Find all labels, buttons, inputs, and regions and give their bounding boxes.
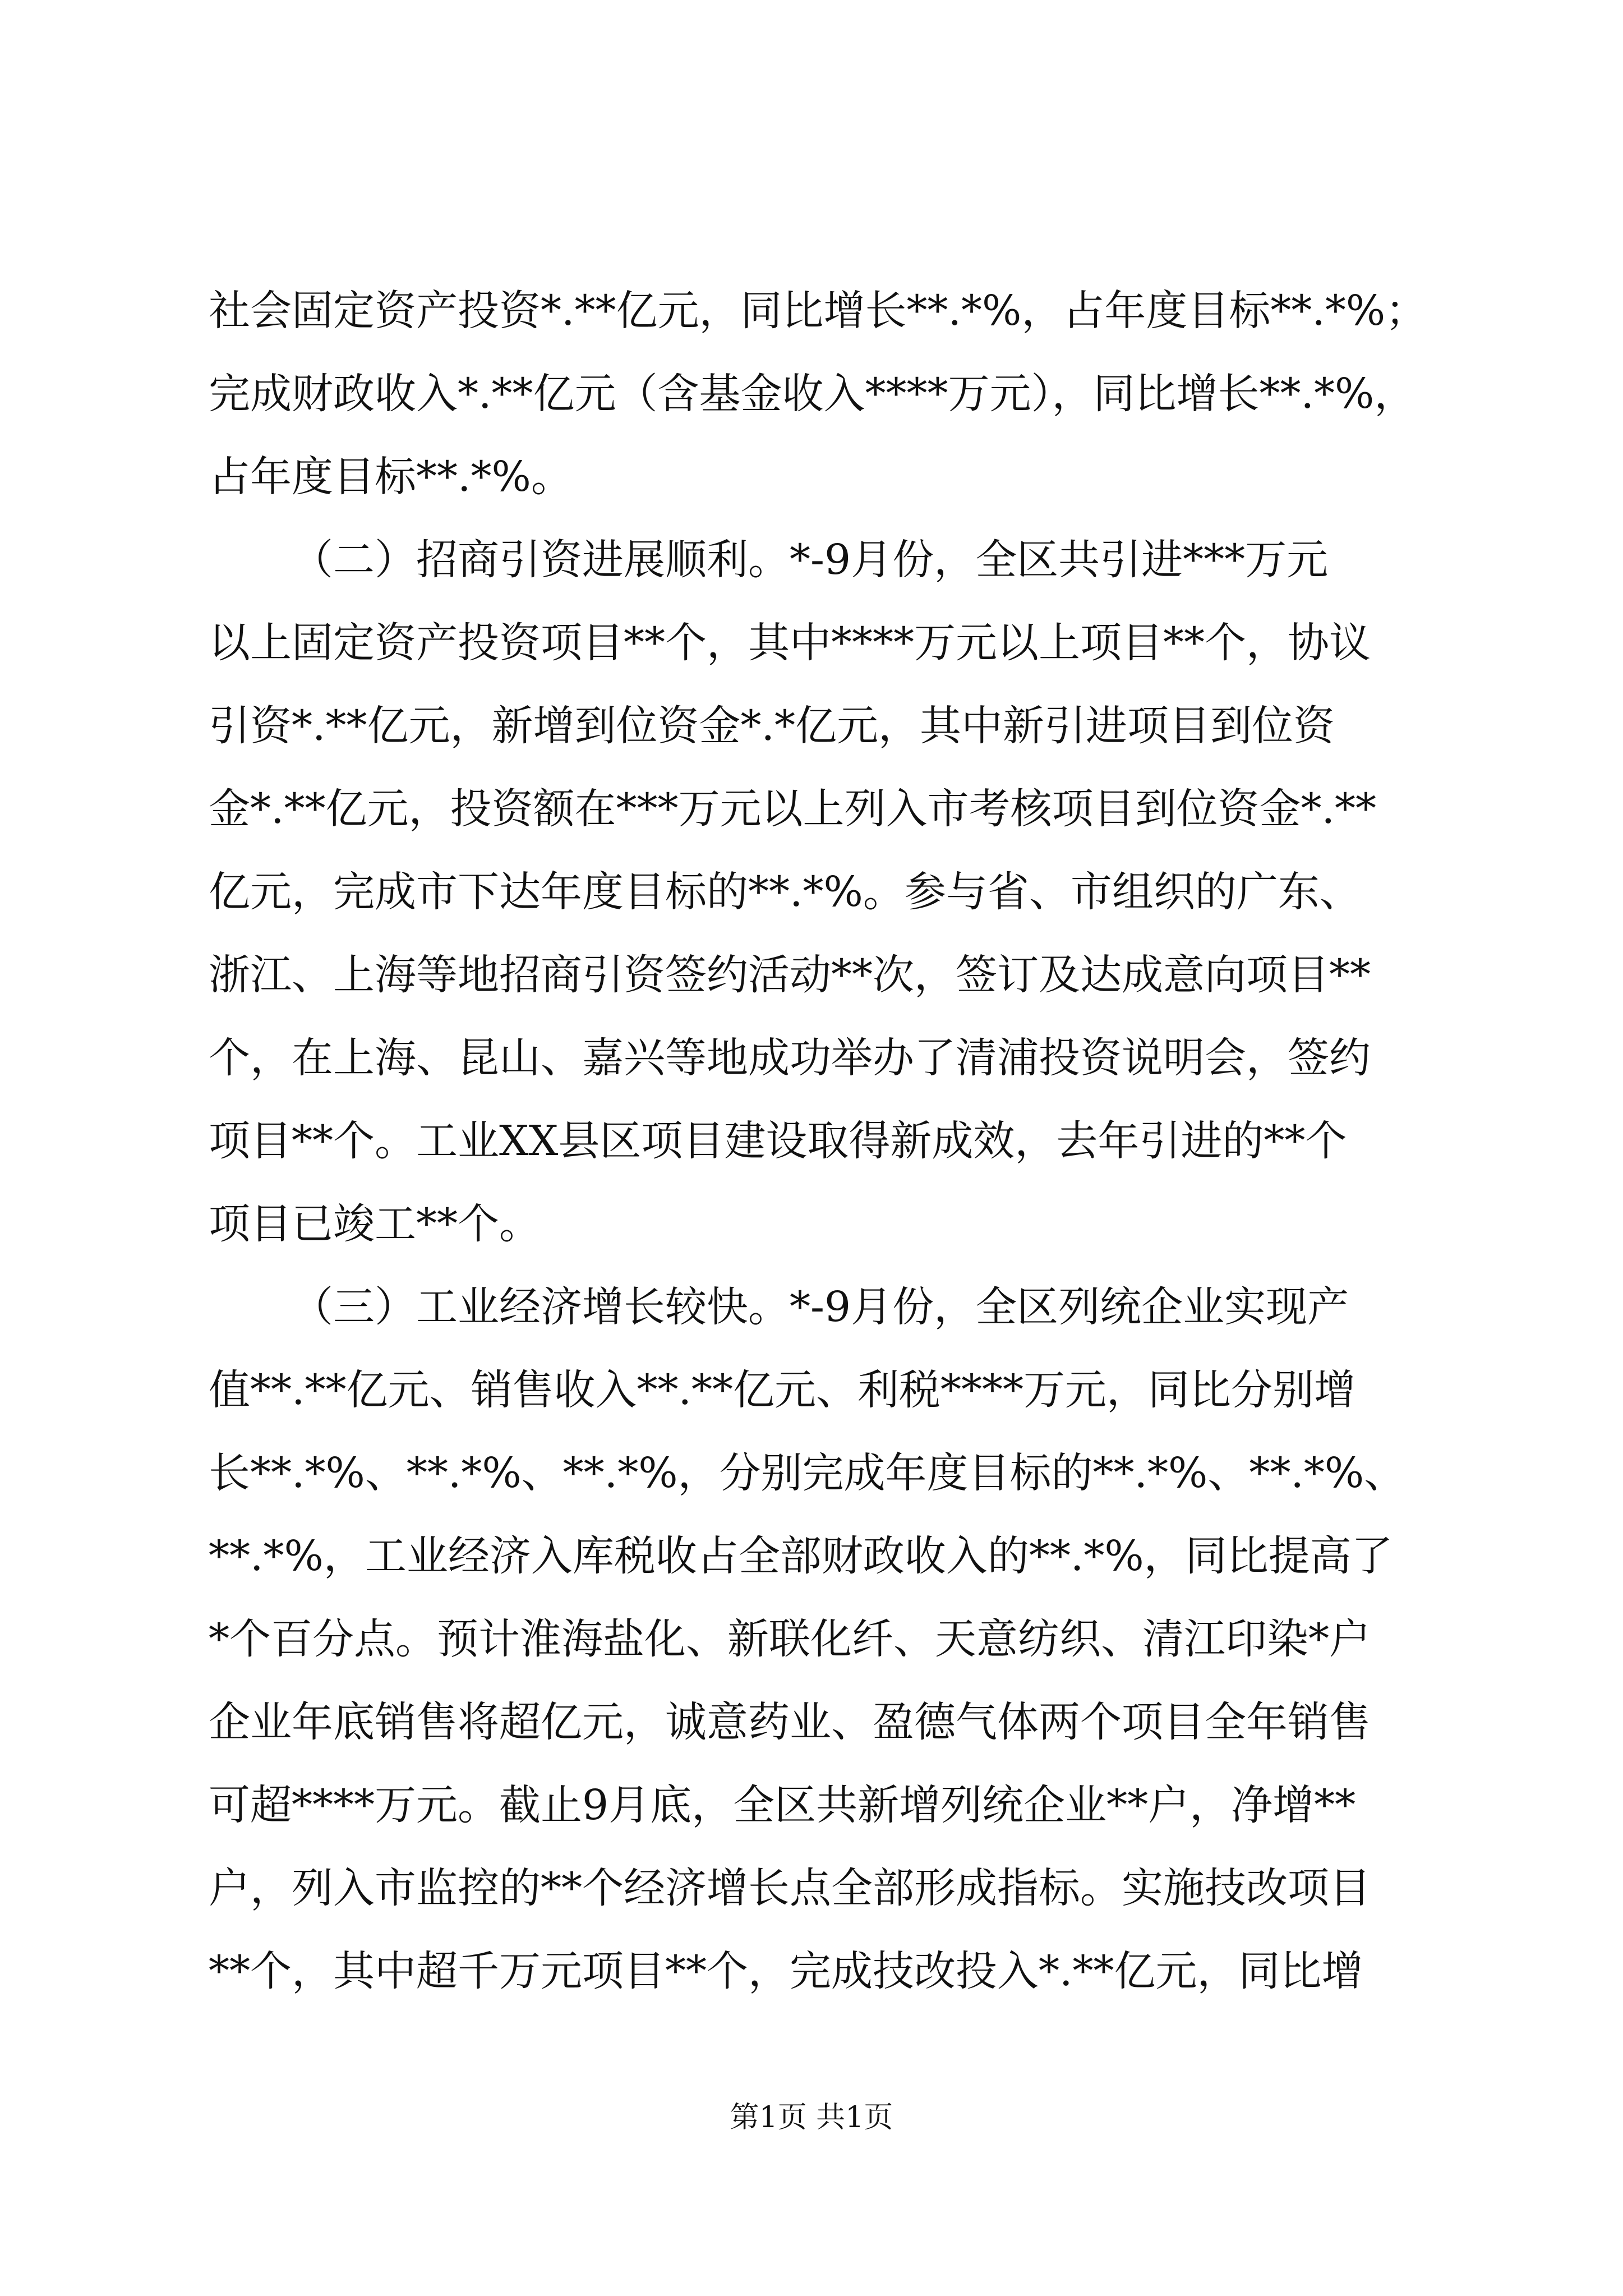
text-line: 完成财政收入*.**亿元（含基金收入****万元），同比增长**.*%， bbox=[209, 370, 1416, 418]
text-line: 占年度目标**.*%。 bbox=[209, 453, 573, 501]
text-line: 可超****万元。截止9月底，全区共新增列统企业**户，净增** bbox=[209, 1781, 1356, 1829]
text-line: （三）工业经济增长较快。*-9月份，全区列统企业实现产 bbox=[292, 1283, 1349, 1331]
text-line: 长**.*%、**.*%、**.*%，分别完成年度目标的**.*%、**.*%、 bbox=[209, 1449, 1406, 1497]
text-line: 个，在上海、昆山、嘉兴等地成功举办了清浦投资说明会，签约 bbox=[209, 1034, 1371, 1082]
paragraph bbox=[209, 269, 1427, 518]
text-line: **.*%，工业经济入库税收占全部财政收入的**.*%，同比提高了 bbox=[209, 1532, 1393, 1580]
page-footer bbox=[0, 2095, 1623, 2140]
text-line: 项目**个。工业XX县区项目建设取得新成效，去年引进的**个 bbox=[209, 1117, 1347, 1165]
text-line: 亿元，完成市下达年度目标的**.*%。参与省、市组织的广东、 bbox=[209, 868, 1361, 916]
text-line: 户，列入市监控的**个经济增长点全部形成指标。实施技改项目 bbox=[209, 1864, 1371, 1912]
text-line: 浙江、上海等地招商引资签约活动**次，签订及达成意向项目** bbox=[209, 951, 1371, 999]
paragraph bbox=[209, 518, 1420, 1266]
text-line: 社会固定资产投资*.**亿元，同比增长**.*%，占年度目标**.*%； bbox=[209, 287, 1427, 335]
text-line: 项目已竣工**个。 bbox=[209, 1200, 541, 1248]
text-line: **个，其中超千万元项目**个，完成技改投入*.**亿元，同比增 bbox=[209, 1947, 1363, 1995]
text-line: *个百分点。预计淮海盐化、新联化纤、天意纺织、清江印染*户 bbox=[209, 1615, 1371, 1663]
text-line: 值**.**亿元、销售收入**.**亿元、利税****万元，同比分别增 bbox=[209, 1366, 1356, 1414]
paragraph bbox=[209, 1266, 1420, 2013]
page-number: 第1页 共1页 bbox=[730, 2101, 893, 2134]
text-line: 以上固定资产投资项目**个，其中****万元以上项目**个，协议 bbox=[209, 619, 1371, 667]
text-line: 金*.**亿元，投资额在***万元以上列入市考核项目到位资金*.** bbox=[209, 785, 1377, 833]
text-line: 引资*.**亿元，新增到位资金*.*亿元，其中新引进项目到位资 bbox=[209, 702, 1335, 750]
text-line: 企业年底销售将超亿元，诚意药业、盈德气体两个项目全年销售 bbox=[209, 1698, 1371, 1746]
document-body bbox=[209, 269, 1427, 2013]
text-line: （二）招商引资进展顺利。*-9月份，全区共引进***万元 bbox=[292, 536, 1329, 584]
